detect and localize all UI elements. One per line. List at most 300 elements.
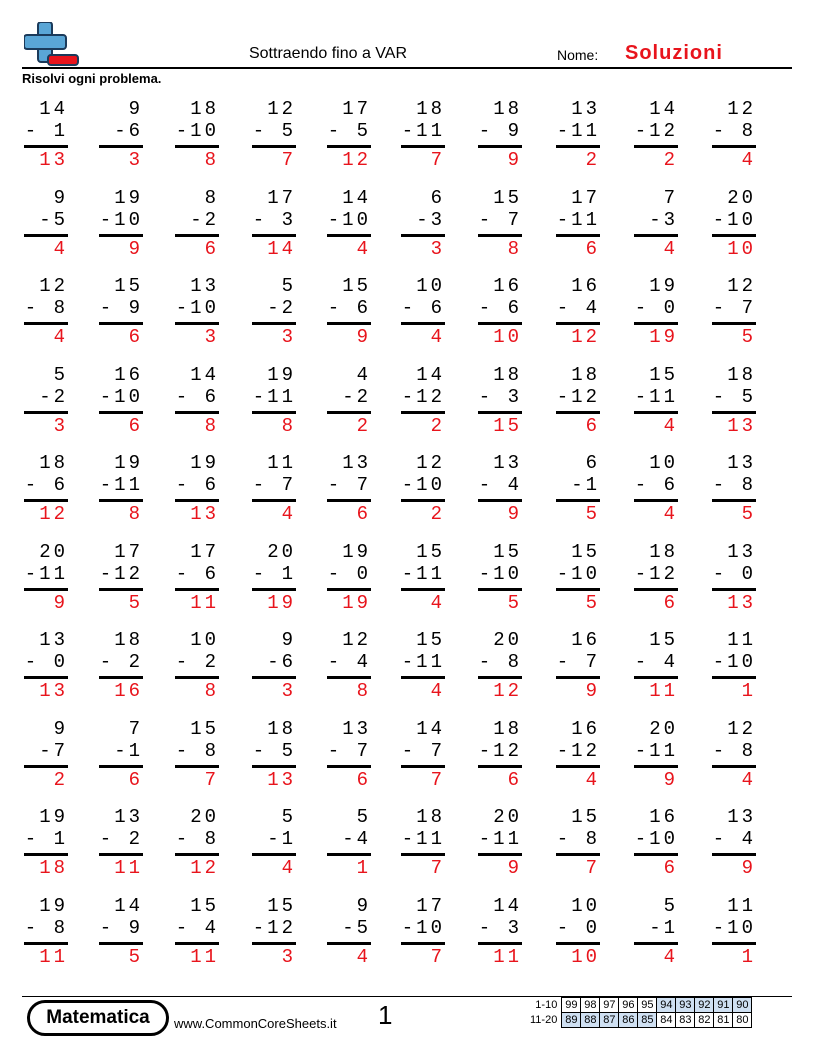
answer-line xyxy=(24,322,68,325)
answer: 6 xyxy=(585,414,600,437)
answer-line xyxy=(634,853,678,856)
subtraction-problem xyxy=(556,718,600,798)
subtraction-problem xyxy=(99,629,143,709)
problem-row xyxy=(22,364,792,444)
answer-line xyxy=(401,588,445,591)
subtrahend: -12 xyxy=(478,739,522,762)
subtraction-problem xyxy=(327,895,371,975)
score-range-label: 11-20 xyxy=(530,1014,558,1026)
subtrahend: -12 xyxy=(634,120,678,142)
subtraction-problem xyxy=(99,541,143,621)
answer-line xyxy=(175,676,219,679)
subtraction-problem xyxy=(24,806,68,886)
answer-line xyxy=(99,765,143,768)
subtrahend: -6 xyxy=(267,651,296,673)
subtrahend: -10 xyxy=(327,208,371,231)
subtraction-problem xyxy=(478,452,522,532)
minuend: 13 xyxy=(342,717,371,740)
minuend: 16 xyxy=(649,806,678,828)
answer: 7 xyxy=(204,768,219,791)
subtrahend: - 5 xyxy=(252,120,296,142)
subtrahend: -10 xyxy=(401,474,445,496)
subtrahend: -11 xyxy=(634,739,678,762)
minuend: 15 xyxy=(649,363,678,386)
subtraction-problem xyxy=(634,718,678,798)
subtraction-problem xyxy=(556,452,600,532)
minuend: 15 xyxy=(114,275,143,297)
minuend: 20 xyxy=(267,540,296,563)
subtrahend: - 6 xyxy=(634,474,678,496)
minuend: 5 xyxy=(356,806,371,828)
subtrahend: -4 xyxy=(342,828,371,850)
subtraction-problem xyxy=(556,364,600,444)
answer: 5 xyxy=(585,591,600,614)
subtrahend: - 7 xyxy=(478,208,522,231)
answer: 4 xyxy=(663,945,678,968)
minuend: 8 xyxy=(204,186,219,209)
answer: 7 xyxy=(585,857,600,879)
answer-line xyxy=(401,234,445,237)
subtrahend: -10 xyxy=(712,651,756,673)
answer-line xyxy=(99,145,143,148)
subtrahend: - 8 xyxy=(712,120,756,142)
subtraction-problem xyxy=(712,187,756,267)
answer-line xyxy=(478,942,522,945)
answer-line xyxy=(712,145,756,148)
brand-badge: Matematica xyxy=(27,1000,169,1036)
subtrahend: - 8 xyxy=(24,297,68,319)
answer: 13 xyxy=(267,768,296,791)
minuend: 17 xyxy=(190,540,219,563)
subtrahend: -1 xyxy=(114,739,143,762)
answer: 10 xyxy=(727,237,756,260)
answer-line xyxy=(99,942,143,945)
subtraction-problem xyxy=(712,541,756,621)
logo-icon xyxy=(24,22,80,68)
answer-line xyxy=(327,765,371,768)
answer-line xyxy=(712,411,756,414)
answer-line xyxy=(252,853,296,856)
subtraction-problem xyxy=(175,452,219,532)
header-divider xyxy=(22,67,792,69)
subtrahend: -12 xyxy=(99,562,143,585)
problem-row xyxy=(22,275,792,355)
subtraction-problem xyxy=(252,718,296,798)
answer-line xyxy=(634,322,678,325)
answer-line xyxy=(327,322,371,325)
answer: 1 xyxy=(356,857,371,879)
subtrahend: -11 xyxy=(478,828,522,850)
answer-line xyxy=(712,322,756,325)
answer: 4 xyxy=(356,945,371,968)
subtrahend: -12 xyxy=(556,739,600,762)
answer: 16 xyxy=(114,680,143,702)
minuend: 9 xyxy=(53,717,68,740)
worksheet-title: Sottraendo fino a VAR xyxy=(248,45,408,62)
answer-line xyxy=(478,499,522,502)
answer: 6 xyxy=(507,768,522,791)
answer-line xyxy=(175,588,219,591)
subtrahend: -11 xyxy=(634,385,678,408)
minuend: 9 xyxy=(356,894,371,917)
minuend: 15 xyxy=(649,629,678,651)
minuend: 13 xyxy=(571,98,600,120)
answer-line xyxy=(175,499,219,502)
subtraction-problem xyxy=(712,98,756,178)
answer-line xyxy=(24,411,68,414)
answer: 4 xyxy=(663,503,678,525)
page-number: 1 xyxy=(378,1000,393,1030)
subtrahend: - 2 xyxy=(99,828,143,850)
answer: 4 xyxy=(53,237,68,260)
score-cell: 88 xyxy=(581,1013,600,1028)
minuend: 5 xyxy=(53,363,68,386)
answer: 4 xyxy=(741,768,756,791)
minuend: 13 xyxy=(342,452,371,474)
minuend: 15 xyxy=(267,894,296,917)
answer: 9 xyxy=(53,591,68,614)
subtraction-problem xyxy=(401,718,445,798)
score-cell: 85 xyxy=(638,1013,657,1028)
minuend: 12 xyxy=(342,629,371,651)
answer-line xyxy=(99,411,143,414)
answer-line xyxy=(252,942,296,945)
minuend: 15 xyxy=(571,540,600,563)
answer-line xyxy=(634,145,678,148)
answer: 3 xyxy=(281,680,296,702)
subtraction-problem xyxy=(175,629,219,709)
answer-line xyxy=(99,234,143,237)
minuend: 10 xyxy=(416,275,445,297)
subtraction-problem xyxy=(556,541,600,621)
subtrahend: - 2 xyxy=(99,651,143,673)
subtraction-problem xyxy=(712,806,756,886)
answer: 8 xyxy=(281,414,296,437)
subtrahend: -5 xyxy=(39,208,68,231)
minuend: 12 xyxy=(727,275,756,297)
subtrahend: -12 xyxy=(252,916,296,939)
score-cell: 92 xyxy=(695,998,714,1013)
answer: 13 xyxy=(727,591,756,614)
answer: 9 xyxy=(663,768,678,791)
subtrahend: -12 xyxy=(556,385,600,408)
subtrahend: - 7 xyxy=(327,739,371,762)
answer-line xyxy=(556,853,600,856)
answer: 4 xyxy=(281,857,296,879)
subtraction-problem xyxy=(99,275,143,355)
answer-line xyxy=(556,765,600,768)
subtrahend: -1 xyxy=(649,916,678,939)
minuend: 20 xyxy=(39,540,68,563)
subtrahend: -10 xyxy=(401,916,445,939)
score-cell: 83 xyxy=(676,1013,695,1028)
answer: 8 xyxy=(204,680,219,702)
answer: 5 xyxy=(741,503,756,525)
answer: 5 xyxy=(585,503,600,525)
subtrahend: - 5 xyxy=(327,120,371,142)
subtraction-problem xyxy=(327,187,371,267)
answer-line xyxy=(712,234,756,237)
score-row xyxy=(528,998,752,1013)
score-cell: 80 xyxy=(733,1013,752,1028)
score-row xyxy=(528,1013,752,1028)
score-cell: 96 xyxy=(619,998,638,1013)
answer-line xyxy=(712,588,756,591)
subtraction-problem xyxy=(401,629,445,709)
minuend: 13 xyxy=(727,540,756,563)
subtraction-problem xyxy=(712,629,756,709)
minuend: 19 xyxy=(114,452,143,474)
minuend: 17 xyxy=(267,186,296,209)
subtrahend: -10 xyxy=(99,385,143,408)
minuend: 12 xyxy=(39,275,68,297)
minuend: 19 xyxy=(190,452,219,474)
subtrahend: -11 xyxy=(24,562,68,585)
answer-line xyxy=(99,322,143,325)
answer: 15 xyxy=(493,414,522,437)
subtrahend: - 5 xyxy=(712,385,756,408)
subtrahend: - 6 xyxy=(327,297,371,319)
subtraction-problem xyxy=(327,452,371,532)
problem-row xyxy=(22,718,792,798)
answer: 9 xyxy=(585,680,600,702)
score-cell: 81 xyxy=(714,1013,733,1028)
answer-line xyxy=(99,588,143,591)
answer: 14 xyxy=(267,237,296,260)
subtraction-problem xyxy=(99,364,143,444)
subtrahend: -1 xyxy=(571,474,600,496)
subtraction-problem xyxy=(478,98,522,178)
answer: 3 xyxy=(53,414,68,437)
subtraction-problem xyxy=(175,718,219,798)
answer: 4 xyxy=(430,591,445,614)
subtraction-problem xyxy=(401,98,445,178)
subtrahend: -12 xyxy=(401,385,445,408)
score-cell: 91 xyxy=(714,998,733,1013)
answer-line xyxy=(327,145,371,148)
subtrahend: - 6 xyxy=(478,297,522,319)
answer-line xyxy=(634,234,678,237)
subtrahend: - 0 xyxy=(556,916,600,939)
answer-line xyxy=(401,942,445,945)
subtraction-problem xyxy=(24,187,68,267)
subtrahend: - 7 xyxy=(556,651,600,673)
minuend: 19 xyxy=(342,540,371,563)
minuend: 14 xyxy=(416,717,445,740)
subtrahend: - 2 xyxy=(175,651,219,673)
subtraction-problem xyxy=(99,187,143,267)
minuend: 13 xyxy=(114,806,143,828)
answer: 9 xyxy=(741,857,756,879)
minuend: 19 xyxy=(267,363,296,386)
subtraction-problem xyxy=(252,187,296,267)
minuend: 5 xyxy=(281,275,296,297)
minuend: 19 xyxy=(649,275,678,297)
score-cell: 90 xyxy=(733,998,752,1013)
answer: 4 xyxy=(663,237,678,260)
answer: 7 xyxy=(430,149,445,171)
subtraction-problem xyxy=(634,541,678,621)
subtrahend: -7 xyxy=(39,739,68,762)
subtrahend: - 7 xyxy=(327,474,371,496)
minuend: 12 xyxy=(727,98,756,120)
subtrahend: -11 xyxy=(401,828,445,850)
subtraction-problem xyxy=(401,541,445,621)
subtrahend: -2 xyxy=(190,208,219,231)
minuend: 9 xyxy=(53,186,68,209)
answer: 6 xyxy=(204,237,219,260)
problem-row xyxy=(22,541,792,621)
answer-line xyxy=(478,853,522,856)
answer: 19 xyxy=(267,591,296,614)
answer-line xyxy=(24,234,68,237)
minuend: 16 xyxy=(571,717,600,740)
subtraction-problem xyxy=(252,629,296,709)
subtrahend: -11 xyxy=(401,562,445,585)
answer-line xyxy=(712,676,756,679)
answer: 2 xyxy=(53,768,68,791)
subtraction-problem xyxy=(327,718,371,798)
answer-line xyxy=(478,411,522,414)
minuend: 15 xyxy=(416,540,445,563)
answer: 4 xyxy=(281,503,296,525)
answer: 1 xyxy=(741,945,756,968)
subtraction-problem xyxy=(175,187,219,267)
answer-line xyxy=(175,234,219,237)
minuend: 20 xyxy=(649,717,678,740)
subtrahend: - 3 xyxy=(478,385,522,408)
answer: 10 xyxy=(571,945,600,968)
subtraction-problem xyxy=(556,895,600,975)
subtraction-problem xyxy=(712,895,756,975)
answer-line xyxy=(99,853,143,856)
answer: 6 xyxy=(663,857,678,879)
subtrahend: - 7 xyxy=(401,739,445,762)
subtrahend: - 6 xyxy=(175,562,219,585)
answer-line xyxy=(556,411,600,414)
subtrahend: - 0 xyxy=(712,562,756,585)
minuend: 18 xyxy=(571,363,600,386)
answer-line xyxy=(401,145,445,148)
subtrahend: -10 xyxy=(634,828,678,850)
subtraction-problem xyxy=(556,806,600,886)
answer: 13 xyxy=(727,414,756,437)
subtraction-problem xyxy=(478,541,522,621)
subtraction-problem xyxy=(99,806,143,886)
minuend: 14 xyxy=(342,186,371,209)
score-table xyxy=(528,997,752,1028)
subtraction-problem xyxy=(634,806,678,886)
minuend: 16 xyxy=(114,363,143,386)
answer: 5 xyxy=(741,326,756,348)
answer: 11 xyxy=(649,680,678,702)
minuend: 7 xyxy=(663,186,678,209)
minuend: 16 xyxy=(493,275,522,297)
subtraction-problem xyxy=(327,806,371,886)
subtrahend: -11 xyxy=(99,474,143,496)
minuend: 15 xyxy=(416,629,445,651)
subtrahend: - 0 xyxy=(327,562,371,585)
answer: 9 xyxy=(128,237,143,260)
subtrahend: - 6 xyxy=(175,385,219,408)
answer: 5 xyxy=(128,945,143,968)
answer: 6 xyxy=(356,503,371,525)
minuend: 16 xyxy=(571,629,600,651)
subtraction-problem xyxy=(634,275,678,355)
minuend: 15 xyxy=(571,806,600,828)
site-url: www.CommonCoreSheets.it xyxy=(174,1016,337,1031)
answer-line xyxy=(556,942,600,945)
answer-line xyxy=(175,942,219,945)
answer-line xyxy=(634,411,678,414)
subtrahend: -2 xyxy=(342,385,371,408)
answer-line xyxy=(634,765,678,768)
answer-line xyxy=(401,853,445,856)
subtrahend: - 5 xyxy=(252,739,296,762)
subtrahend: -11 xyxy=(401,651,445,673)
subtrahend: - 9 xyxy=(99,297,143,319)
answer: 4 xyxy=(741,149,756,171)
minuend: 18 xyxy=(416,806,445,828)
minuend: 9 xyxy=(128,98,143,120)
score-cell: 95 xyxy=(638,998,657,1013)
score-cell: 98 xyxy=(581,998,600,1013)
minuend: 20 xyxy=(190,806,219,828)
minuend: 11 xyxy=(727,894,756,917)
subtrahend: - 6 xyxy=(175,474,219,496)
answer: 9 xyxy=(507,857,522,879)
subtraction-problem xyxy=(252,895,296,975)
answer-line xyxy=(634,942,678,945)
answer: 18 xyxy=(39,857,68,879)
subtrahend: - 4 xyxy=(478,474,522,496)
minuend: 15 xyxy=(493,540,522,563)
answer-line xyxy=(478,322,522,325)
subtrahend: - 7 xyxy=(712,297,756,319)
minuend: 12 xyxy=(267,98,296,120)
subtrahend: -11 xyxy=(556,208,600,231)
subtrahend: -10 xyxy=(99,208,143,231)
subtrahend: - 4 xyxy=(175,916,219,939)
subtrahend: -1 xyxy=(267,828,296,850)
subtrahend: - 4 xyxy=(327,651,371,673)
subtrahend: - 8 xyxy=(175,739,219,762)
score-cell: 94 xyxy=(657,998,676,1013)
minuend: 18 xyxy=(190,98,219,120)
minuend: 17 xyxy=(416,894,445,917)
score-cell: 97 xyxy=(600,998,619,1013)
score-cell: 87 xyxy=(600,1013,619,1028)
minuend: 20 xyxy=(727,186,756,209)
answer-line xyxy=(327,411,371,414)
answer-line xyxy=(478,234,522,237)
answer: 9 xyxy=(507,149,522,171)
score-cell: 84 xyxy=(657,1013,676,1028)
answer-line xyxy=(175,765,219,768)
answer-line xyxy=(556,322,600,325)
minuend: 18 xyxy=(649,540,678,563)
answer-line xyxy=(24,145,68,148)
answer: 8 xyxy=(204,414,219,437)
answer: 13 xyxy=(39,680,68,702)
subtrahend: - 4 xyxy=(712,828,756,850)
answer: 11 xyxy=(114,857,143,879)
subtraction-problem xyxy=(252,98,296,178)
subtraction-problem xyxy=(478,364,522,444)
subtraction-problem xyxy=(24,629,68,709)
subtrahend: -12 xyxy=(634,562,678,585)
answer-line xyxy=(99,676,143,679)
